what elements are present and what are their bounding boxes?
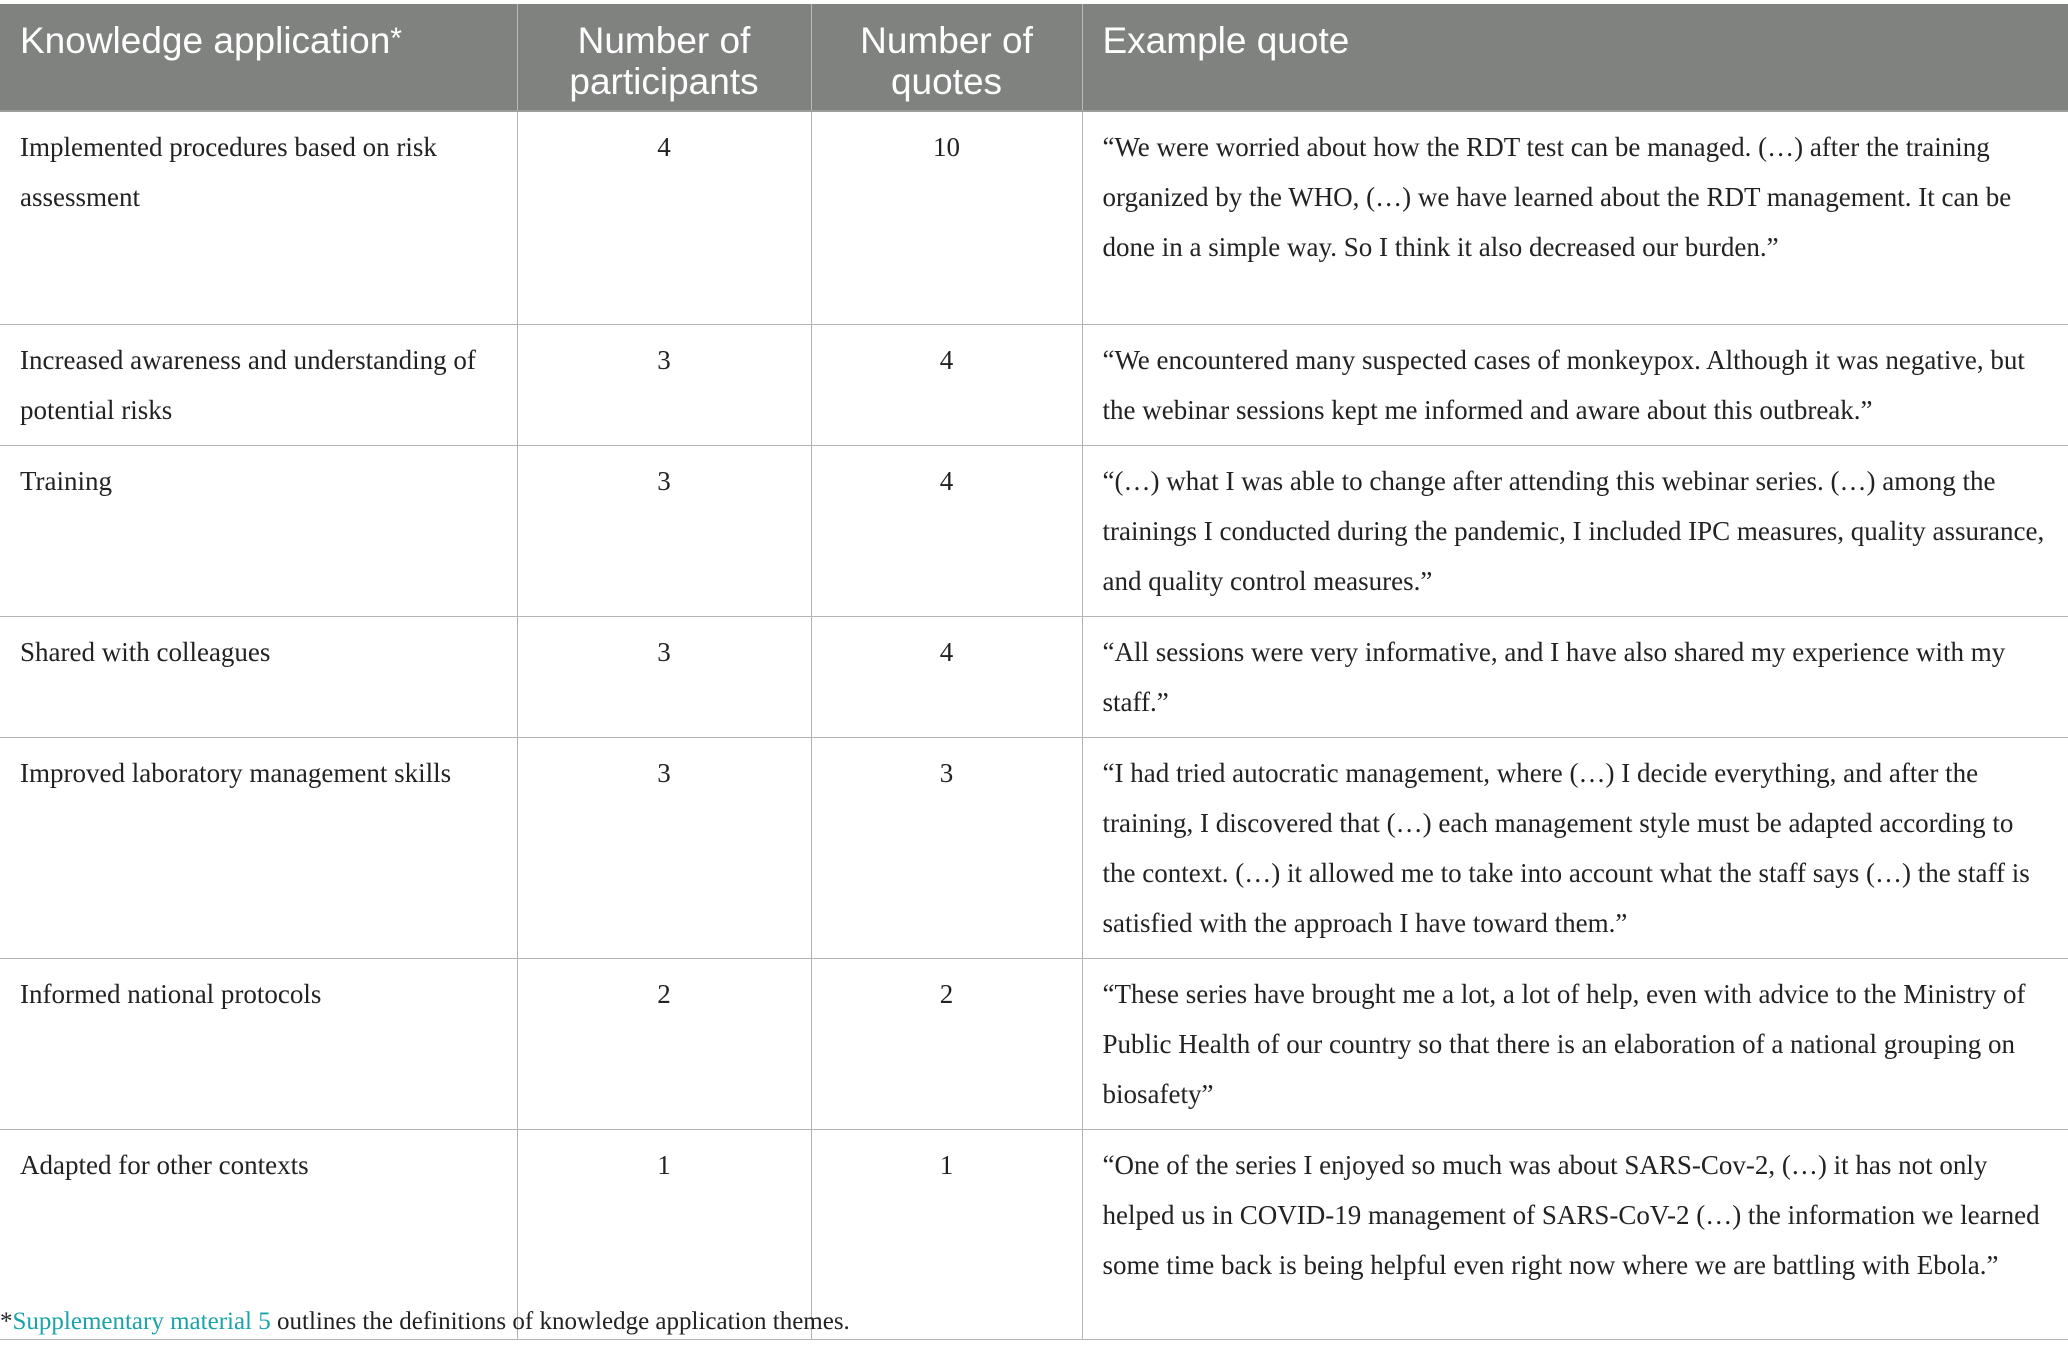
quotes-cell: 4	[811, 616, 1082, 737]
theme-cell: Training	[0, 445, 517, 616]
table-row	[0, 445, 2068, 616]
header-example-quote	[1082, 4, 2068, 111]
quotes-cell: 10	[811, 111, 1082, 324]
header-quotes-line1: Number of	[860, 20, 1033, 61]
table-body	[0, 111, 2068, 1339]
theme-cell: Adapted for other contexts	[0, 1129, 517, 1339]
participants-cell: 2	[517, 958, 811, 1129]
theme-cell: Improved laboratory management skills	[0, 737, 517, 958]
example-quote-cell: “We were worried about how the RDT test can be managed. (…) after the training organized by the WHO, (…) we have learned about the RDT management. It can be done in a simple way. So I think it also decreased our burden.”	[1082, 111, 2068, 324]
header-asterisk-marker: *	[390, 22, 402, 55]
header-knowledge-application-label: Knowledge application	[20, 20, 391, 61]
example-quote-cell: “We encountered many suspected cases of monkeypox. Although it was negative, but the webinar sessions kept me informed and aware about this outbreak.”	[1082, 324, 2068, 445]
header-quotes-line2: quotes	[890, 61, 1003, 102]
theme-cell: Informed national protocols	[0, 958, 517, 1129]
knowledge-application-table	[0, 4, 2068, 1340]
participants-cell: 1	[517, 1129, 811, 1339]
quotes-cell: 2	[811, 958, 1082, 1129]
table-row	[0, 737, 2068, 958]
participants-cell: 4	[517, 111, 811, 324]
table-row	[0, 111, 2068, 324]
header-number-of-quotes	[811, 4, 1082, 111]
quotes-cell: 3	[811, 737, 1082, 958]
example-quote-cell: “These series have brought me a lot, a lot of help, even with advice to the Ministry of Public Health of our country so that there is an elaboration of a national grouping on biosafety”	[1082, 958, 2068, 1129]
supplementary-material-link[interactable]: Supplementary material 5	[12, 1308, 271, 1335]
quotes-cell: 4	[811, 445, 1082, 616]
participants-cell: 3	[517, 445, 811, 616]
theme-cell: Increased awareness and understanding of potential risks	[0, 324, 517, 445]
header-knowledge-application	[0, 4, 517, 111]
theme-cell: Implemented procedures based on risk assessment	[0, 111, 517, 324]
header-participants-line1: Number of	[577, 20, 751, 61]
theme-cell: Shared with colleagues	[0, 616, 517, 737]
example-quote-cell: “All sessions were very informative, and I have also shared my experience with my staff.”	[1082, 616, 2068, 737]
example-quote-cell: “(…) what I was able to change after attending this webinar series. (…) among the trainings I conducted during the pandemic, I included IPC measures, quality assurance, and quality control measures.”	[1082, 445, 2068, 616]
footnote-asterisk-marker: *	[0, 1308, 13, 1335]
header-number-of-participants	[517, 4, 811, 111]
example-quote-cell: “One of the series I enjoyed so much was about SARS-Cov-2, (…) it has not only helped us in COVID-19 management of SARS-CoV-2 (…) the information we learned some time back is being helpful even right now where we are battling with Ebola.”	[1082, 1129, 2068, 1339]
knowledge-application-table-container	[0, 4, 2068, 1340]
table-footnote	[0, 1306, 850, 1338]
header-example-quote-label: Example quote	[1102, 20, 1350, 61]
table-header	[0, 4, 2068, 111]
header-participants-line2: participants	[569, 61, 759, 102]
participants-cell: 3	[517, 737, 811, 958]
footnote-text: outlines the definitions of knowledge application themes.	[270, 1308, 850, 1335]
quotes-cell: 1	[811, 1129, 1082, 1339]
table-row	[0, 616, 2068, 737]
table-row	[0, 958, 2068, 1129]
quotes-cell: 4	[811, 324, 1082, 445]
example-quote-cell: “I had tried autocratic management, where (…) I decide everything, and after the training, I discovered that (…) each management style must be adapted according to the context. (…) it allowed me to take into account what the staff says (…) the staff is satisfied with the approach I have toward them.”	[1082, 737, 2068, 958]
table-row	[0, 324, 2068, 445]
participants-cell: 3	[517, 616, 811, 737]
header-row	[0, 4, 2068, 111]
participants-cell: 3	[517, 324, 811, 445]
